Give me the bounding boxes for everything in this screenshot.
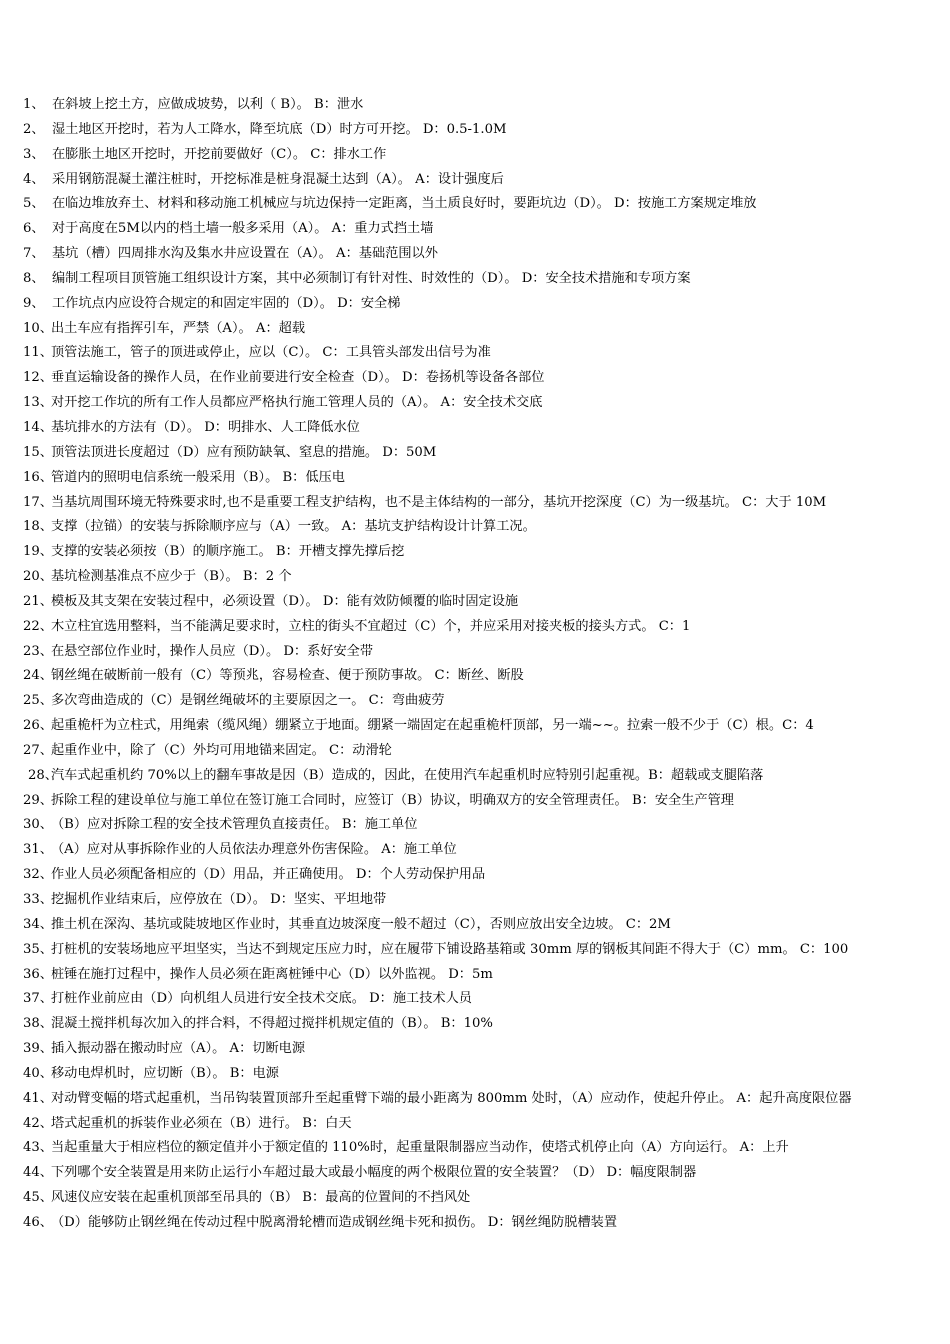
question-number: 21、	[23, 593, 53, 609]
question-number: 9、	[23, 295, 45, 311]
question-number: 44、	[23, 1165, 53, 1181]
question-number: 27、	[23, 742, 53, 758]
question-item	[0, 1037, 950, 1062]
question-text: 对开挖工作坑的所有工作人员都应严格执行施工管理人员的（A）。 A：安全技术交底	[51, 395, 543, 411]
question-number: 42、	[23, 1115, 53, 1131]
question-item	[0, 565, 950, 590]
question-number: 36、	[23, 966, 53, 982]
question-text: （B）应对拆除工程的安全技术管理负直接责任。 B：施工单位	[51, 817, 418, 833]
question-item	[0, 689, 950, 714]
question-text: 当起重量大于相应档位的额定值并小于额定值的 110%时，起重量限制器应当动作，使塔式机停止向（A）方向运行。 A：上升	[51, 1140, 789, 1156]
question-number: 8、	[23, 270, 45, 286]
question-item	[0, 714, 950, 739]
question-text: 风速仪应安装在起重机顶部至吊具的（B） B：最高的位置间的不挡风处	[51, 1190, 471, 1206]
question-text: 基坑排水的方法有（D）。 D：明排水、人工降低水位	[51, 419, 360, 435]
question-number: 28、	[28, 767, 58, 783]
question-number: 17、	[23, 494, 53, 510]
question-number: 46、	[23, 1214, 53, 1230]
question-text: 多次弯曲造成的（C）是钢丝绳破坏的主要原因之一。 C：弯曲疲劳	[51, 693, 445, 709]
question-item	[0, 391, 950, 416]
question-text: 起重桅杆为立柱式，用绳索（缆风绳）绷紧立于地面。绷紧一端固定在起重桅杆顶部，另一端~~。拉索一般不少于（C）根。C：4	[51, 718, 814, 734]
question-item	[0, 267, 950, 292]
question-text: 采用钢筋混凝土灌注桩时，开挖标准是桩身混凝土达到（A）。 A：设计强度后	[52, 171, 504, 187]
question-item	[0, 491, 950, 516]
question-item	[0, 1161, 950, 1186]
question-number: 12、	[23, 370, 53, 386]
question-item	[0, 466, 950, 491]
question-number: 18、	[23, 519, 53, 535]
question-item	[0, 441, 950, 466]
question-list	[0, 93, 950, 1236]
question-number: 15、	[23, 444, 53, 460]
question-number: 24、	[23, 668, 53, 684]
question-text: 当基坑周围环境无特殊要求时,也不是重要工程支护结构，也不是主体结构的一部分，基坑开挖深度（C）为一级基坑。 C：大于 10M	[51, 494, 827, 510]
question-item	[0, 93, 950, 118]
question-text: 桩锤在施打过程中，操作人员必须在距离桩锤中心（D）以外监视。 D：5m	[51, 966, 493, 982]
question-item	[0, 1087, 950, 1112]
question-item	[0, 341, 950, 366]
question-text: 下列哪个安全装置是用来防止运行小车超过最大或最小幅度的两个极限位置的安全装置？（D） D：幅度限制器	[51, 1165, 697, 1181]
question-text: 垂直运输设备的操作人员，在作业前要进行安全检查（D）。 D：卷扬机等设备各部位	[51, 370, 545, 386]
question-number: 20、	[23, 569, 53, 585]
question-item	[0, 664, 950, 689]
question-number: 45、	[23, 1190, 53, 1206]
question-text: 湿土地区开挖时，若为人工降水，降至坑底（D）时方可开挖。 D：0.5-1.0M	[52, 121, 507, 137]
question-item	[0, 888, 950, 913]
question-item	[0, 168, 950, 193]
question-item	[0, 813, 950, 838]
question-number: 39、	[23, 1041, 53, 1057]
question-text: 混凝土搅拌机每次加入的拌合料，不得超过搅拌机规定值的（B）。 B：10%	[51, 1016, 493, 1032]
question-number: 30、	[23, 817, 53, 833]
question-item	[0, 366, 950, 391]
question-item	[0, 317, 950, 342]
question-text: 挖掘机作业结束后，应停放在（D）。 D：坚实、平坦地带	[51, 892, 387, 907]
question-number: 5、	[23, 196, 45, 212]
question-text: 插入振动器在搬动时应（A）。 A：切断电源	[51, 1041, 306, 1057]
question-number: 3、	[23, 146, 45, 162]
question-text: 对于高度在5M以内的档土墙一般多采用（A）。 A：重力式挡土墙	[52, 221, 434, 237]
question-number: 25、	[23, 693, 53, 709]
question-item	[0, 764, 950, 789]
question-text: 编制工程项目顶管施工组织设计方案，其中必须制订有针对性、时效性的（D）。 D：安全技术措施和专项方案	[52, 270, 691, 286]
question-text: 塔式起重机的拆装作业必须在（B）进行。 B：白天	[51, 1115, 352, 1131]
question-text: 打桩作业前应由（D）向机组人员进行安全技术交底。 D：施工技术人员	[51, 991, 472, 1007]
question-item	[0, 242, 950, 267]
question-item	[0, 640, 950, 665]
question-text: 作业人员必须配备相应的（D）用品，并正确使用。 D：个人劳动保护用品	[51, 867, 486, 883]
question-number: 26、	[23, 718, 53, 734]
question-item	[0, 913, 950, 938]
question-number: 11、	[23, 345, 53, 361]
question-text: 支撑的安装必须按（B）的顺序施工。 B：开槽支撑先撑后挖	[51, 544, 405, 560]
question-text: 工作坑点内应设符合规定的和固定牢固的（D）。 D：安全梯	[52, 295, 401, 311]
question-item	[0, 963, 950, 988]
question-number: 6、	[23, 221, 45, 237]
question-item	[0, 739, 950, 764]
question-text: 基坑（槽）四周排水沟及集水井应设置在（A）。 A：基础范围以外	[52, 246, 438, 262]
question-text: 拆除工程的建设单位与施工单位在签订施工合同时，应签订（B）协议，明确双方的安全管理责任。 B：安全生产管理	[51, 792, 734, 808]
question-number: 33、	[23, 892, 53, 907]
question-text: 支撑（拉锚）的安装与拆除顺序应与（A）一致。 A：基坑支护结构设计计算工况。	[51, 519, 536, 535]
question-text: 模板及其支架在安装过程中，必须设置（D）。 D：能有效防倾覆的临时固定设施	[51, 593, 519, 609]
question-number: 14、	[23, 419, 53, 435]
question-text: 钢丝绳在破断前一般有（C）等预兆，容易检查、便于预防事故。 C：断丝、断股	[51, 668, 524, 684]
question-item	[0, 292, 950, 317]
question-item	[0, 1186, 950, 1211]
question-item	[0, 1012, 950, 1037]
question-item	[0, 789, 950, 814]
question-text: 在斜坡上挖土方，应做成坡势，以利（ B）。 B：泄水	[52, 97, 364, 112]
question-item	[0, 1112, 950, 1137]
question-number: 19、	[23, 544, 53, 560]
question-text: 在临边堆放弃土、材料和移动施工机械应与坑边保持一定距离，当土质良好时，要距坑边（D）。 D：按施工方案规定堆放	[52, 196, 757, 212]
question-text: 在膨胀土地区开挖时，开挖前要做好（C）。 C：排水工作	[52, 146, 387, 162]
question-number: 40、	[23, 1065, 53, 1081]
question-number: 41、	[23, 1090, 53, 1106]
question-text: 顶管法顶进长度超过（D）应有预防缺氧、窒息的措施。 D：50M	[51, 444, 437, 460]
question-number: 10、	[23, 320, 53, 336]
question-number: 2、	[23, 121, 45, 137]
question-number: 37、	[23, 991, 53, 1007]
question-text: 出土车应有指挥引车，严禁（A）。 A：超载	[51, 320, 306, 336]
question-item	[0, 863, 950, 888]
question-text: 推土机在深沟、基坑或陡坡地区作业时，其垂直边坡深度一般不超过（C），否则应放出安全边坡。 C：2M	[51, 916, 671, 932]
question-item	[0, 515, 950, 540]
question-number: 22、	[23, 618, 53, 634]
question-item	[0, 118, 950, 143]
question-number: 32、	[23, 867, 53, 883]
question-text: （A）应对从事拆除作业的人员依法办理意外伤害保险。 A：施工单位	[51, 842, 457, 858]
question-item	[0, 1211, 950, 1236]
question-number: 1、	[23, 97, 45, 112]
question-text: 木立柱宜选用整料，当不能满足要求时，立柱的街头不宜超过（C）个，并应采用对接夹板的接头方式。 C：1	[51, 618, 691, 634]
question-number: 43、	[23, 1140, 53, 1156]
question-number: 31、	[23, 842, 53, 858]
question-item	[0, 838, 950, 863]
question-item	[0, 192, 950, 217]
question-item	[0, 416, 950, 441]
question-text: 顶管法施工，管子的顶进或停止，应以（C）。 C：工具管头部发出信号为准	[51, 345, 491, 361]
question-text: 对动臂变幅的塔式起重机，当吊钩装置顶部升至起重臂下端的最小距离为 800mm 处时，（A）应动作，使起升停止。 A：起升高度限位器	[51, 1090, 852, 1106]
question-item	[0, 590, 950, 615]
question-text: 移动电焊机时，应切断（B）。 B：电源	[51, 1065, 279, 1081]
question-text: 打桩机的安装场地应平坦坚实，当达不到规定压应力时，应在履带下铺设路基箱或 30mm 厚的钢板其间距不得大于（C）mm。 C：100	[51, 941, 849, 957]
question-number: 4、	[23, 171, 45, 187]
question-number: 38、	[23, 1016, 53, 1032]
question-text: 管道内的照明电信系统一般采用（B）。 B：低压电	[51, 469, 345, 485]
question-number: 34、	[23, 916, 53, 932]
question-item	[0, 143, 950, 168]
question-item	[0, 217, 950, 242]
question-item	[0, 615, 950, 640]
question-item	[0, 1062, 950, 1087]
question-number: 16、	[23, 469, 53, 485]
question-text: 在悬空部位作业时，操作人员应（D）。 D：系好安全带	[51, 643, 374, 659]
question-item	[0, 987, 950, 1012]
question-text: 汽车式起重机约 70%以上的翻车事故是因（B）造成的，因此，在使用汽车起重机时应特别引起重视。B：超载或支腿陷落	[51, 767, 764, 783]
question-text: （D）能够防止钢丝绳在传动过程中脱离滑轮槽而造成钢丝绳卡死和损伤。 D：钢丝绳防脱槽装置	[51, 1214, 618, 1230]
question-item	[0, 938, 950, 963]
question-number: 23、	[23, 643, 53, 659]
question-item	[0, 1136, 950, 1161]
question-number: 7、	[23, 246, 45, 262]
question-number: 29、	[23, 792, 53, 808]
question-text: 起重作业中，除了（C）外均可用地锚来固定。 C：动滑轮	[51, 742, 392, 758]
question-item	[0, 540, 950, 565]
question-number: 13、	[23, 395, 53, 411]
question-number: 35、	[23, 941, 53, 957]
question-text: 基坑检测基准点不应少于（B）。 B：2 个	[51, 569, 292, 585]
